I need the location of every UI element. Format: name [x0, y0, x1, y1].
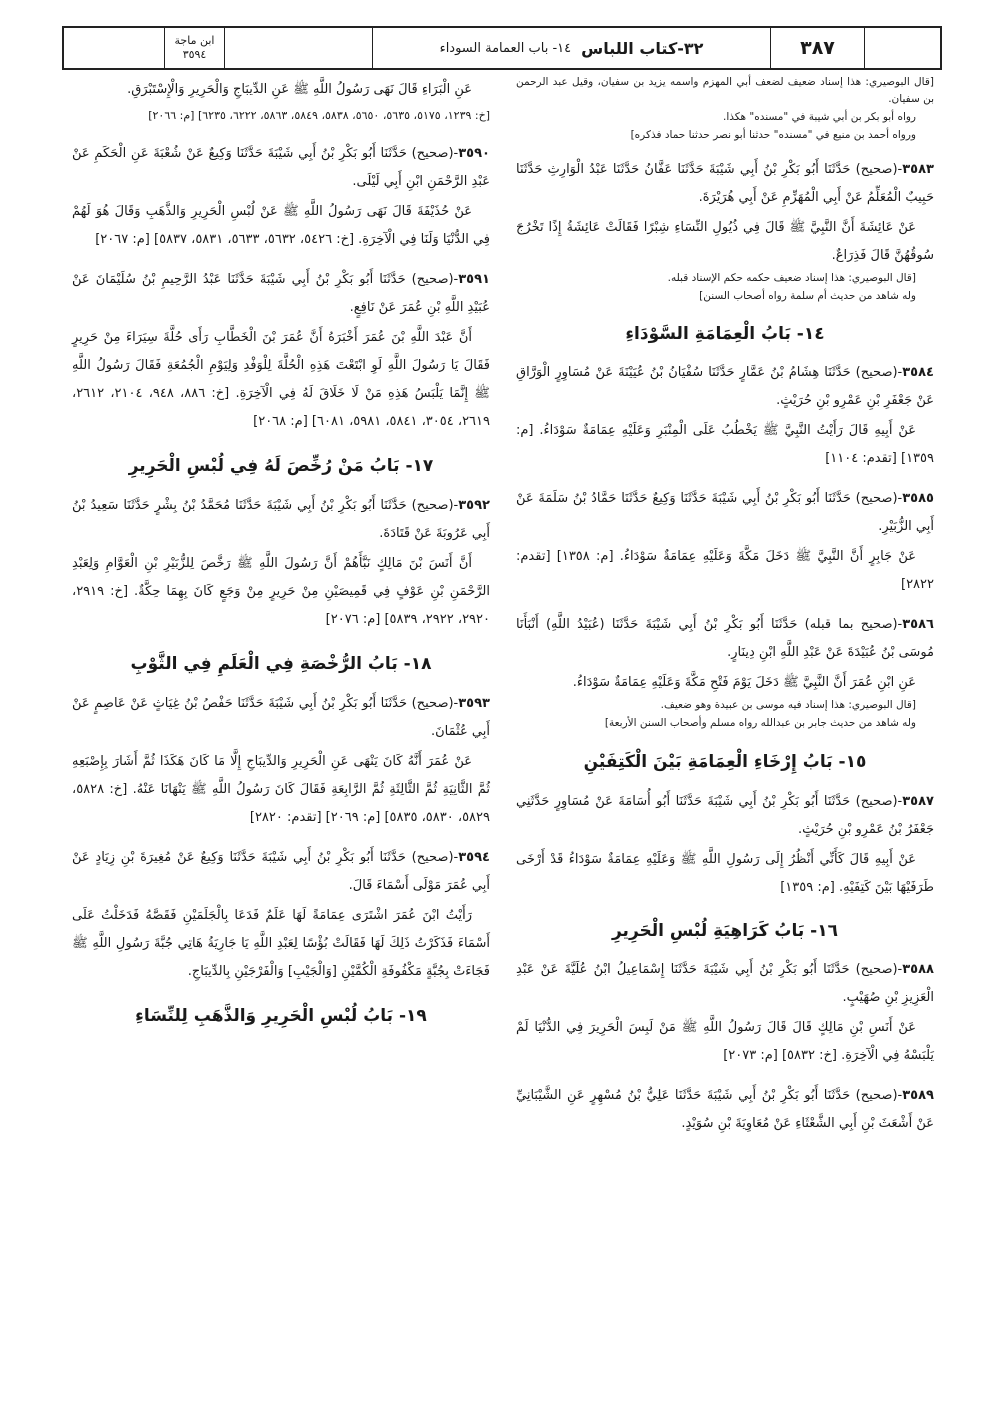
chapter-heading: ١٤- بَابُ الْعِمَامَةِ السَّوْدَاءِ [625, 324, 825, 344]
hadith-isnad: ٣٥٩٣-(صحيح) حَدَّثَنَا أَبُو بَكْرِ بْنُ أَبِي شَيْبَةَ حَدَّثَنَا حَفْصُ بْنُ غِيَاثٍ عَنْ عَاصِمٍ عَنْ أَبِي عُثْمَانَ. [72, 696, 490, 739]
chapter-title: ١٤- باب العمامة السوداء [439, 40, 572, 56]
hadith-matn: أَنَّ عَبْدَ اللَّهِ بْنَ عُمَرَ أَخْبَرَهُ أَنَّ عُمَرَ بْنَ الْخَطَّابِ رَأَى حُلَّةَ سِيَرَاءَ مِنْ حَرِيرٍ فَقَالَ يَا رَسُولَ اللَّهِ لَوِ ابْتَعْتَ هَذِهِ الْحُلَّةَ لِلْوَفْدِ وَلِيَوْمِ الْجُمُعَةِ فَقَالَ رَسُولُ اللَّهِ ﷺ إِنَّمَا يَلْبَسُ هَذِهِ مَنْ لَا خَلَاقَ لَهُ فِي الْآخِرَةِ. [خ: ٨٨٦، ٩٤٨، ٢١٠٤، ٢٦١٢، ٢٦١٩، ٣٠٥٤، ٥٨٤١، ٥٩٨١، ٦٠٨١] [م: ٢٠٦٨] [72, 330, 490, 429]
hadith-number: ٣٥٨٦ [902, 617, 934, 632]
hadith-number: ٣٥٨٨ [902, 962, 934, 977]
hadith-isnad: ٣٥٨٥-(صحيح) حَدَّثَنَا أَبُو بَكْرِ بْنُ أَبِي شَيْبَةَ حَدَّثَنَا وَكِيعٌ حَدَّثَنَا حَمَّادُ بْنُ سَلَمَةَ عَنْ أَبِي الزُّبَيْرِ. [516, 491, 934, 534]
page-number: ٣٨٧ [770, 28, 864, 68]
hadith-number: ٣٥٨٩ [902, 1088, 934, 1103]
page-header [62, 26, 942, 70]
hadith-isnad: ٣٥٨٦-(صحيح بما قبله) حَدَّثَنَا أَبُو بَكْرِ بْنُ أَبِي شَيْبَةَ حَدَّثَنَا (عُبَيْدُ اللَّهِ) أَنْبَأَنَا مُوسَى بْنُ عُبَيْدَةَ عَنْ عَبْدِ اللَّهِ ابْنِ دِينَارٍ. [516, 617, 934, 660]
footnote: [قال البوصيري: هذا إسناد ضعيف حكمه حكم الإسناد قبله. [667, 272, 916, 284]
source-number: ٣٥٩٤ [182, 48, 207, 61]
footnote: وله شاهد من حديث جابر بن عبدالله رواه مسلم وأصحاب السنن الأربعة] [604, 717, 916, 729]
hadith-matn: عَنْ حُذَيْفَةَ قَالَ نَهَى رَسُولُ اللَّهِ ﷺ عَنْ لُبْسِ الْحَرِيرِ وَالذَّهَبِ وَقَالَ هُوَ لَهُمْ فِي الدُّنْيَا وَلَنَا فِي الْآخِرَةِ. [خ: ٥٤٢٦، ٥٦٣٢، ٥٦٣٣، ٥٨٣١، ٥٨٣٧] [م: ٢٠٦٧] [72, 204, 490, 247]
left-column [72, 74, 490, 1042]
hadith-matn: عَنْ أَنَسِ بْنِ مَالِكٍ قَالَ قَالَ رَسُولُ اللَّهِ ﷺ مَنْ لَبِسَ الْحَرِيرَ فِي الدُّنْيَا لَمْ يَلْبَسْهُ فِي الْآخِرَةِ. [خ: ٥٨٣٢] [م: ٢٠٧٣] [516, 1020, 934, 1063]
footnote: وله شاهد من حديث أم سلمة رواه أصحاب السنن] [699, 290, 916, 302]
hadith-number: ٣٥٩٠ [458, 146, 490, 161]
running-title [372, 28, 770, 68]
hadith-isnad: ٣٥٨٨-(صحيح) حَدَّثَنَا أَبُو بَكْرِ بْنُ أَبِي شَيْبَةَ حَدَّثَنَا إِسْمَاعِيلُ ابْنُ عُلَيَّةَ عَنْ عَبْدِ الْعَزِيزِ بْنِ صُهَيْبٍ. [516, 962, 934, 1005]
hadith-matn: رَأَيْتُ ابْنَ عُمَرَ اشْتَرَى عِمَامَةً لَهَا عَلَمٌ فَدَعَا بِالْجَلَمَيْنِ فَقَصَّهُ فَدَخَلْتُ عَلَى أَسْمَاءَ فَذَكَرْتُ ذَلِكَ لَهَا فَقَالَتْ بُؤْسًا لِعَبْدِ اللَّهِ يَا جَارِيَةُ هَاتِي جُبَّةَ رَسُولِ اللَّهِ ﷺ فَجَاءَتْ بِجُبَّةٍ مَكْفُوفَةِ الْكُمَّيْنِ [وَالْجَيْبِ] وَالْفَرْجَيْنِ بِالدِّيبَاجِ. [72, 908, 490, 979]
chapter-heading: ١٩- بَابُ لُبْسِ الْحَرِيرِ وَالذَّهَبِ لِلنِّسَاءِ [135, 1006, 427, 1026]
hadith-matn: عَنْ أَبِيهِ قَالَ كَأَنِّي أَنْظُرُ إِلَى رَسُولِ اللَّهِ ﷺ وَعَلَيْهِ عِمَامَةٌ سَوْدَاءُ قَدْ أَرْخَى طَرَفَيْهَا بَيْنَ كَتِفَيْهِ. [م: ١٣٥٩] [516, 852, 934, 895]
header-cell-empty [224, 28, 372, 68]
header-cell-empty [864, 28, 940, 68]
hadith-matn: أَنَّ أَنَسَ بْنَ مَالِكٍ نَبَّأَهُمْ أَنَّ رَسُولَ اللَّهِ ﷺ رَخَّصَ لِلزُّبَيْرِ بْنِ الْعَوَّامِ وَلِعَبْدِ الرَّحْمَنِ بْنِ عَوْفٍ فِي قَمِيصَيْنِ مِنْ حَرِيرٍ مِنْ وَجَعٍ كَانَ بِهِمَا حِكَّةٌ. [خ: ٢٩١٩، ٢٩٢٠، ٢٩٢٢، ٥٨٣٩] [م: ٢٠٧٦] [72, 556, 490, 627]
hadith-matn: عَنْ عَائِشَةَ أَنَّ النَّبِيَّ ﷺ قَالَ فِي ذُيُولِ النِّسَاءِ شِبْرًا فَقَالَتْ عَائِشَةُ إِذًا تَخْرُجَ سُوقُهُنَّ قَالَ فَذِرَاعٌ. [516, 220, 934, 263]
header-cell-empty [64, 28, 164, 68]
footnote: [قال البوصيري: هذا إسناد ضعيف لضعف أبي المهزم واسمه يزيد بن سفيان، وقيل عبد الرحمن بن سفيان. [516, 76, 934, 105]
hadith-number: ٣٥٩٢ [458, 498, 490, 513]
footnote: رواه أبو بكر بن أبي شيبة في "مسنده" هكذا. [722, 111, 916, 123]
source-name: ابن ماجة [174, 34, 215, 47]
hadith-isnad: ٣٥٨٣-(صحيح) حَدَّثَنَا أَبُو بَكْرِ بْنُ أَبِي شَيْبَةَ حَدَّثَنَا عَفَّانُ حَدَّثَنَا عَبْدُ الْوَارِثِ حَدَّثَنَا حَبِيبٌ الْمُعَلِّمُ عَنْ أَبِي الْمُهَزِّمِ عَنْ أَبِي هُرَيْرَةَ. [516, 162, 934, 205]
hadith-matn: عَنِ الْبَرَاءِ قَالَ نَهَى رَسُولُ اللَّهِ ﷺ عَنِ الدِّيبَاجِ وَالْحَرِيرِ وَالْإِسْتَبْرَقِ. [127, 82, 472, 97]
right-column [516, 74, 934, 1138]
chapter-heading: ١٨- بَابُ الرُّخْصَةِ فِي الْعَلَمِ فِي الثَّوْبِ [130, 654, 432, 674]
book-title: ٣٢-كتاب اللباس [581, 38, 704, 58]
hadith-isnad: ٣٥٩١-(صحيح) حَدَّثَنَا أَبُو بَكْرِ بْنُ أَبِي شَيْبَةَ حَدَّثَنَا عَبْدُ الرَّحِيمِ بْنُ سُلَيْمَانَ عَنْ عُبَيْدِ اللَّهِ بْنِ عُمَرَ عَنْ نَافِعٍ. [72, 272, 490, 315]
hadith-matn: عَنْ أَبِيهِ قَالَ رَأَيْتُ النَّبِيَّ ﷺ يَخْطُبُ عَلَى الْمِنْبَرِ وَعَلَيْهِ عِمَامَةٌ سَوْدَاءُ. [م: ١٣٥٩] [تقدم: ١١٠٤] [516, 423, 934, 466]
hadith-isnad: ٣٥٩٢-(صحيح) حَدَّثَنَا أَبُو بَكْرِ بْنُ أَبِي شَيْبَةَ حَدَّثَنَا مُحَمَّدُ بْنُ بِشْرٍ حَدَّثَنَا سَعِيدُ بْنُ أَبِي عَرُوبَةَ عَنْ قَتَادَةَ. [72, 498, 490, 541]
hadith-reference: [خ: ١٢٣٩، ٥١٧٥، ٥٦٣٥، ٥٦٥٠، ٥٨٣٨، ٥٨٤٩، ٥٨٦٣، ٦٢٢٢، ٦٢٣٥] [م: ٢٠٦٦] [148, 109, 490, 122]
hadith-matn: عَنْ عُمَرَ أَنَّهُ كَانَ يَنْهَى عَنِ الْحَرِيرِ وَالدِّيبَاجِ إِلَّا مَا كَانَ هَكَذَا ثُمَّ أَشَارَ بِإِصْبَعِهِ ثُمَّ الثَّانِيَةِ ثُمَّ الثَّالِثَةِ ثُمَّ الرَّابِعَةِ فَقَالَ كَانَ رَسُولُ اللَّهِ ﷺ يَنْهَانَا عَنْهُ. [خ: ٥٨٢٨، ٥٨٢٩، ٥٨٣٠، ٥٨٣٥] [م: ٢٠٦٩] [تقدم: ٢٨٢٠] [72, 754, 490, 825]
hadith-number: ٣٥٨٧ [902, 794, 934, 809]
hadith-matn: عَنِ ابْنِ عُمَرَ أَنَّ النَّبِيَّ ﷺ دَخَلَ يَوْمَ فَتْحِ مَكَّةَ وَعَلَيْهِ عِمَامَةٌ سَوْدَاءُ. [572, 675, 916, 690]
chapter-heading: ١٧- بَابُ مَنْ رُخِّصَ لَهُ فِي لُبْسِ الْحَرِيرِ [128, 456, 434, 476]
hadith-number: ٣٥٩١ [458, 272, 490, 287]
source-reference [164, 28, 224, 68]
chapter-heading: ١٦- بَابُ كَرَاهِيَةِ لُبْسِ الْحَرِيرِ [611, 921, 839, 941]
hadith-isnad: ٣٥٨٩-(صحيح) حَدَّثَنَا أَبُو بَكْرِ بْنُ أَبِي شَيْبَةَ حَدَّثَنَا عَلِيُّ بْنُ مُسْهِرٍ عَنِ الشَّيْبَانِيِّ عَنْ أَشْعَثَ بْنِ أَبِي الشَّعْثَاءِ عَنْ مُعَاوِيَةَ بْنِ سُوَيْدٍ. [516, 1088, 934, 1131]
hadith-number: ٣٥٩٣ [458, 696, 490, 711]
hadith-matn: عَنْ جَابِرٍ أَنَّ النَّبِيَّ ﷺ دَخَلَ مَكَّةَ وَعَلَيْهِ عِمَامَةٌ سَوْدَاءُ. [م: ١٣٥٨] [تقدم: ٢٨٢٢] [516, 549, 934, 592]
hadith-isnad: ٣٥٨٧-(صحيح) حَدَّثَنَا أَبُو بَكْرِ بْنُ أَبِي شَيْبَةَ حَدَّثَنَا أَبُو أُسَامَةَ عَنْ مُسَاوِرٍ حَدَّثَنِي جَعْفَرُ بْنُ عَمْرِو بْنِ حُرَيْثٍ. [516, 794, 934, 837]
hadith-isnad: ٣٥٩٤-(صحيح) حَدَّثَنَا أَبُو بَكْرِ بْنُ أَبِي شَيْبَةَ حَدَّثَنَا وَكِيعٌ عَنْ مُغِيرَةَ بْنِ زِيَادٍ عَنْ أَبِي عُمَرَ مَوْلَى أَسْمَاءَ قَالَ. [72, 850, 490, 893]
hadith-number: ٣٥٨٤ [902, 365, 934, 380]
hadith-number: ٣٥٨٥ [902, 491, 934, 506]
hadith-isnad: ٣٥٨٤-(صحيح) حَدَّثَنَا هِشَامُ بْنُ عَمَّارٍ حَدَّثَنَا سُفْيَانُ بْنُ عُيَيْنَةَ عَنْ مُسَاوِرٍ الْوَرَّاقِ عَنْ جَعْفَرِ بْنِ عَمْرِو بْنِ حُرَيْثٍ. [516, 365, 934, 408]
hadith-isnad: ٣٥٩٠-(صحيح) حَدَّثَنَا أَبُو بَكْرِ بْنُ أَبِي شَيْبَةَ حَدَّثَنَا وَكِيعٌ عَنْ شُعْبَةَ عَنِ الْحَكَمِ عَنْ عَبْدِ الرَّحْمَنِ ابْنِ أَبِي لَيْلَى. [72, 146, 490, 189]
hadith-number: ٣٥٩٤ [458, 850, 490, 865]
chapter-heading: ١٥- بَابُ إِرْخَاءِ الْعِمَامَةِ بَيْنَ الْكَتِفَيْنِ [583, 752, 867, 772]
hadith-number: ٣٥٨٣ [902, 162, 934, 177]
footnote: [قال البوصيري: هذا إسناد فيه موسى بن عبيدة وهو ضعيف. [660, 699, 916, 711]
footnote: ورواه أحمد بن منيع في "مسنده" حدثنا أبو نصر حدثنا حماد فذكره] [630, 129, 916, 141]
